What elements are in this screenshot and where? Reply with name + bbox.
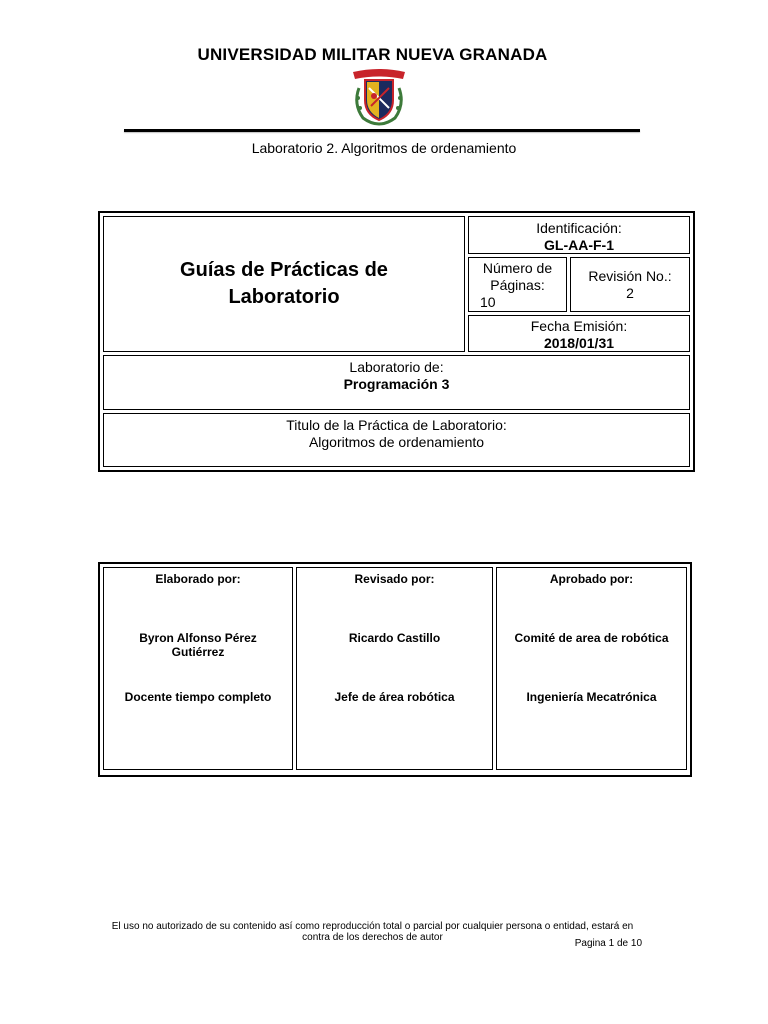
laboratory-value: Programación 3 — [343, 376, 450, 392]
copyright-notice-line2: contra de los derechos de autor — [302, 932, 443, 943]
university-crest-logo — [349, 66, 409, 128]
approved-by-heading: Aprobado por: — [549, 572, 634, 586]
identification-cell — [468, 216, 690, 254]
copyright-notice-line1: El uso no autorizado de su contenido así como reproducción total o parcial por cualquier persona o entidad, estará en — [111, 921, 634, 932]
approved-by-column — [496, 567, 687, 770]
practice-title-label: Titulo de la Práctica de Laboratorio: — [286, 417, 507, 433]
page-number: Pagina 1 de 10 — [574, 938, 642, 949]
laboratory-label: Laboratorio de: — [349, 359, 444, 375]
prepared-by-name-line1: Byron Alfonso Pérez — [139, 631, 257, 645]
header-rule — [124, 129, 640, 132]
reviewed-by-name — [301, 631, 488, 645]
pages-label-line1: Número de — [482, 260, 553, 276]
guide-title-line2: Laboratorio — [228, 286, 340, 308]
approved-by-role: Ingeniería Mecatrónica — [526, 690, 657, 704]
issue-date-value: 2018/01/31 — [543, 335, 615, 351]
reviewed-by-heading: Revisado por: — [354, 572, 435, 586]
prepared-by-heading: Elaborado por: — [155, 572, 241, 586]
prepared-by-column — [103, 567, 293, 770]
guide-title-line1: Guías de Prácticas de — [180, 259, 388, 281]
revision-value: 2 — [626, 285, 634, 301]
practice-title-value: Algoritmos de ordenamiento — [308, 434, 485, 450]
guide-title — [154, 257, 414, 311]
prepared-by-role: Docente tiempo completo — [124, 690, 272, 704]
lab-subtitle: Laboratorio 2. Algoritmos de ordenamiento — [251, 140, 517, 156]
approved-by-name-line1: Comité de area de robótica — [514, 631, 669, 645]
identification-value: GL-AA-F-1 — [544, 237, 614, 253]
laboratory-cell — [103, 355, 690, 410]
identification-label: Identificación: — [536, 220, 622, 236]
reviewed-by-role: Jefe de área robótica — [334, 690, 455, 704]
revision-cell — [570, 257, 690, 312]
approved-by-name — [501, 631, 682, 645]
prepared-by-name — [108, 631, 288, 659]
guide-title-cell — [103, 216, 465, 352]
pages-cell — [468, 257, 567, 312]
pages-label-line2: Páginas: — [490, 277, 545, 293]
document-info-table — [98, 211, 695, 472]
approvals-table — [98, 562, 692, 777]
prepared-by-name-line2: Gutiérrez — [171, 645, 225, 659]
revision-label: Revisión No.: — [588, 268, 672, 284]
university-name: UNIVERSIDAD MILITAR NUEVA GRANADA — [197, 45, 548, 64]
reviewed-by-column — [296, 567, 493, 770]
pages-value: 10 — [480, 294, 496, 310]
practice-title-cell — [103, 413, 690, 467]
issue-date-label: Fecha Emisión: — [530, 318, 628, 334]
reviewed-by-name-line1: Ricardo Castillo — [348, 631, 441, 645]
issue-date-cell — [468, 315, 690, 352]
